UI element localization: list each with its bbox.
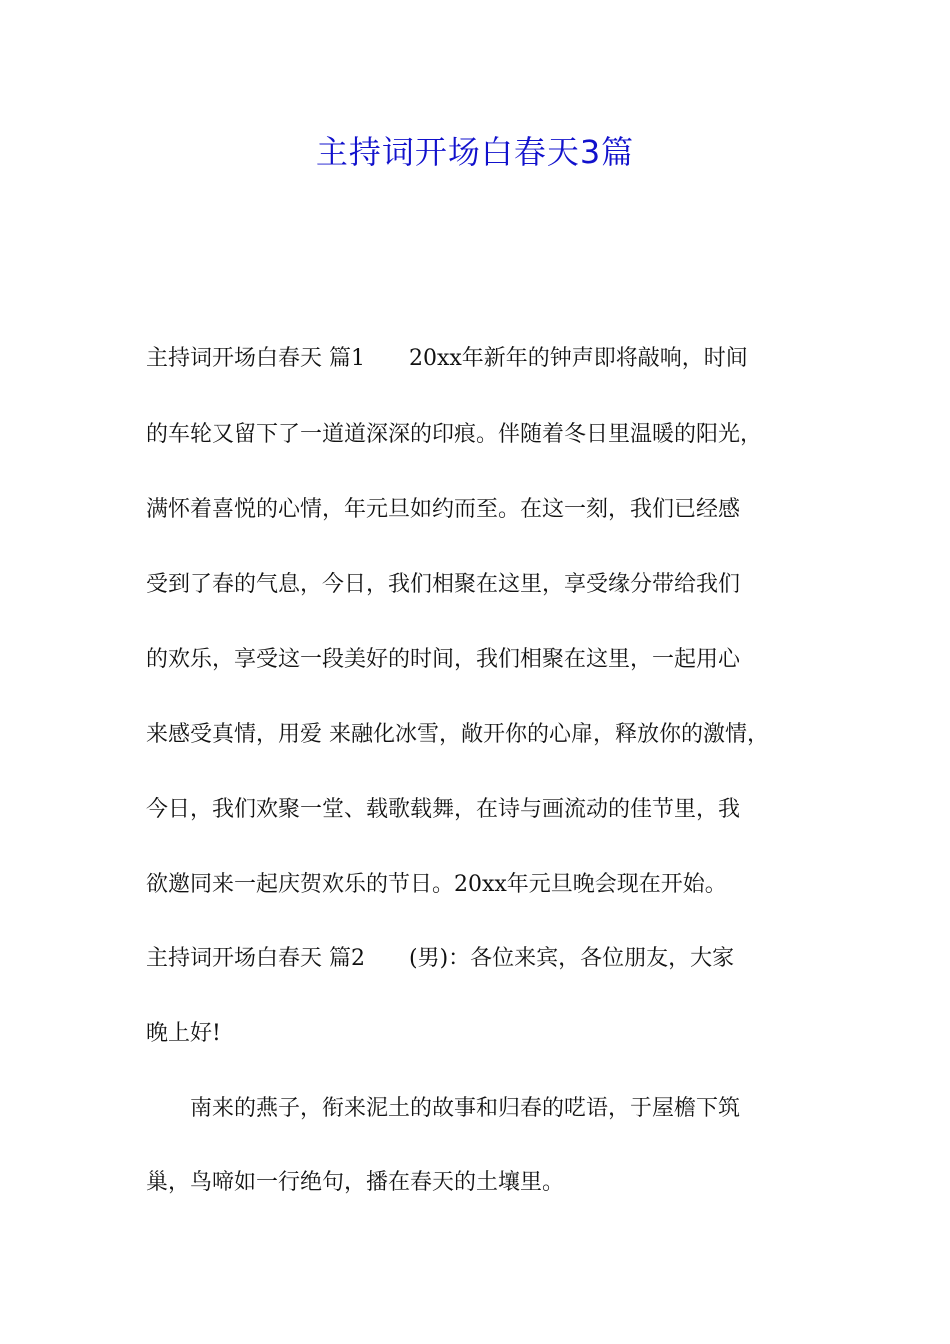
document-title: 主持词开场白春天3篇: [315, 133, 635, 171]
body-line: 满怀着喜悦的心情，年元旦如约而至。在这一刻，我们已经感: [146, 497, 741, 522]
body-line: 的欢乐，享受这一段美好的时间，我们相聚在这里，一起用心: [146, 647, 741, 672]
body-line: 欲邀同来一起庆贺欢乐的节日。20xx年元旦晚会现在开始。: [146, 872, 727, 897]
body-line: 南来的燕子，衔来泥土的故事和归春的呓语，于屋檐下筑: [146, 1096, 741, 1121]
body-line: 主持词开场白春天 篇2 (男)：各位来宾，各位朋友，大家: [146, 946, 735, 971]
body-line: 巢，鸟啼如一行绝句，播在春天的土壤里。: [146, 1170, 565, 1195]
body-line: 受到了春的气息，今日，我们相聚在这里，享受缘分带给我们: [146, 572, 741, 597]
body-line: 主持词开场白春天 篇1 20xx年新年的钟声即将敲响，时间: [146, 346, 748, 371]
body-line: 晚上好!: [146, 1021, 221, 1046]
body-line: 今日，我们欢聚一堂、载歌载舞，在诗与画流动的佳节里，我: [146, 797, 741, 822]
body-line: 来感受真情，用爱 来融化冰雪，敞开你的心扉，释放你的激情，: [146, 722, 769, 747]
body-line: 的车轮又留下了一道道深深的印痕。伴随着冬日里温暖的阳光，: [146, 422, 763, 447]
